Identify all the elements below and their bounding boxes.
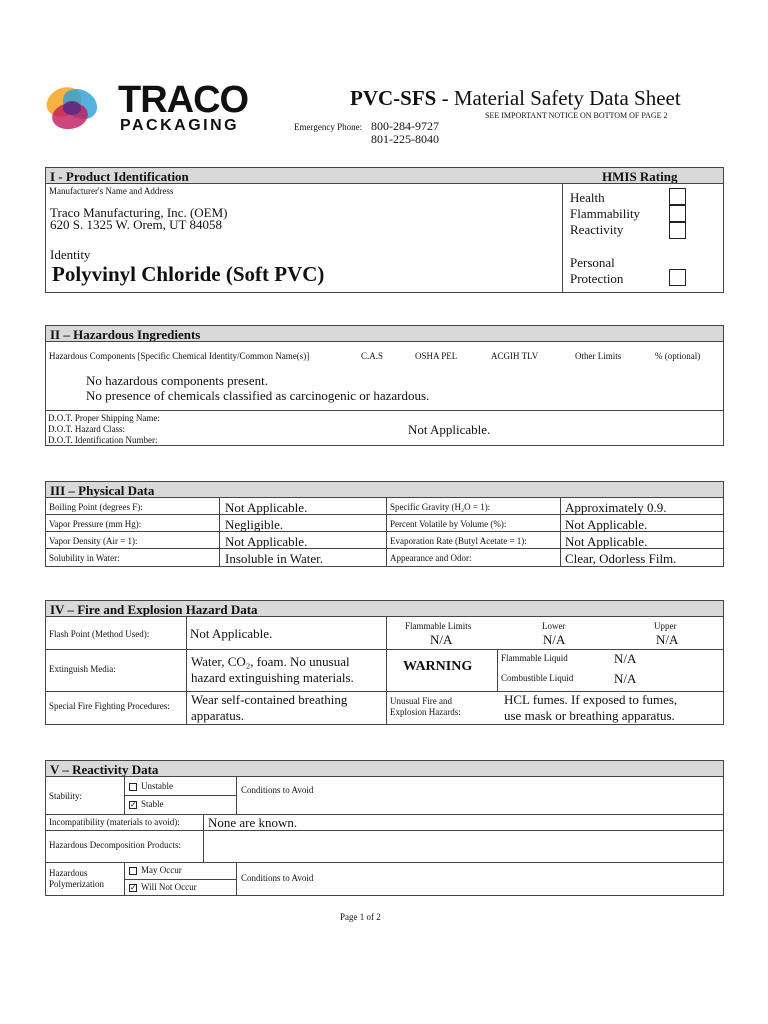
section-1-title: I - Product Identification — [50, 169, 189, 184]
section-1-divider — [562, 183, 563, 293]
section-4-title: IV – Fire and Explosion Hazard Data — [50, 602, 258, 617]
flammable-limits-value: N/A — [430, 632, 453, 647]
ingredients-line-2: No presence of chemicals classified as carcinogenic or hazardous. — [86, 388, 430, 403]
section-4-header — [45, 600, 724, 617]
emergency-phone-1: 800-284-9727 — [371, 119, 439, 133]
physical-value: Not Applicable. — [565, 534, 648, 549]
identity-label: Identity — [50, 247, 91, 262]
unstable-option[interactable] — [129, 781, 173, 791]
extinguish-line-2: hazard extinguishing materials. — [191, 670, 354, 685]
col-cas: C.A.S — [361, 351, 384, 361]
dot-shipping-name: D.O.T. Proper Shipping Name: — [48, 413, 160, 423]
title-code: PVC-SFS — [350, 86, 437, 110]
s3-divider-c — [560, 497, 561, 567]
dot-divider — [45, 410, 724, 411]
col-components: Hazardous Components [Specific Chemical Identity/Common Name(s)] — [49, 351, 310, 361]
col-percent: % (optional) — [655, 351, 701, 361]
hmis-health-label: Health — [570, 190, 605, 205]
s3-divider-b — [386, 497, 387, 567]
col-other: Other Limits — [575, 351, 622, 361]
section-3-header — [45, 481, 724, 498]
s4-divider-c — [497, 649, 498, 691]
section-5-body — [45, 776, 724, 896]
hmis-protection-label: Protection — [570, 271, 624, 286]
warning-label: WARNING — [403, 659, 473, 674]
unstable-checkbox[interactable] — [129, 783, 137, 791]
upper-value: N/A — [656, 632, 679, 647]
special-procedures-label: Special Fire Fighting Procedures: — [49, 701, 170, 711]
logo-mark-icon — [42, 80, 104, 138]
dot-id-number: D.O.T. Identification Number: — [48, 435, 158, 445]
s5-row-line-1 — [45, 814, 724, 815]
hmis-flammability-box[interactable] — [669, 205, 686, 222]
physical-label: Percent Volatile by Volume (%): — [390, 519, 507, 529]
stability-label: Stability: — [49, 791, 83, 801]
lower-value: N/A — [543, 632, 566, 647]
notice: SEE IMPORTANT NOTICE ON BOTTOM OF PAGE 2 — [485, 111, 668, 120]
s3-divider-a — [219, 497, 220, 567]
s4-divider-b — [386, 616, 387, 725]
logo-word: TRACO — [118, 79, 249, 121]
physical-label: Boiling Point (degrees F): — [49, 502, 143, 512]
physical-value: Not Applicable. — [225, 500, 308, 515]
will-not-occur-option[interactable] — [129, 882, 197, 892]
section-2-header — [45, 325, 724, 342]
hmis-protection-box[interactable] — [669, 269, 686, 286]
section-5-header — [45, 760, 724, 777]
section-5-title: V – Reactivity Data — [50, 762, 159, 777]
hmis-health-box[interactable] — [669, 188, 686, 205]
stable-label: Stable — [141, 799, 164, 809]
may-occur-label: May Occur — [141, 865, 182, 875]
may-occur-option[interactable] — [129, 865, 182, 875]
s4-row-line-1 — [45, 649, 724, 650]
special-procedures-line-1: Wear self-contained breathing — [191, 692, 348, 707]
unstable-label: Unstable — [141, 781, 173, 791]
unusual-hazards-line-1: HCL fumes. If exposed to fumes, — [504, 692, 678, 707]
physical-label: Solubility in Water: — [49, 553, 120, 563]
unusual-hazards-label-1: Unusual Fire and — [390, 696, 452, 706]
physical-label: Vapor Pressure (mm Hg): — [49, 519, 142, 529]
special-procedures-line-2: apparatus. — [191, 708, 245, 723]
hmis-reactivity-box[interactable] — [669, 222, 686, 239]
physical-label: Appearance and Odor: — [390, 553, 472, 563]
polymerization-label-2: Polymerization — [49, 879, 104, 889]
unusual-hazards-label-2: Explosion Hazards: — [390, 707, 461, 717]
will-not-occur-checkbox[interactable]: ✓ — [130, 882, 137, 892]
combustible-liquid-label: Combustible Liquid — [501, 673, 574, 683]
unusual-hazards-line-2: use mask or breathing apparatus. — [504, 708, 675, 723]
extinguish-label: Extinguish Media: — [49, 664, 116, 674]
polymerization-label-1: Hazardous — [49, 868, 88, 878]
lower-label: Lower — [542, 621, 566, 631]
flammable-liquid-label: Flammable Liquid — [501, 653, 568, 663]
s5-stability-mid — [124, 795, 236, 796]
extinguish-line-1: Water, CO₂, foam. No unusual — [191, 654, 350, 669]
physical-value: Clear, Odorless Film. — [565, 551, 677, 566]
ingredients-line-1: No hazardous components present. — [86, 373, 268, 388]
flammable-liquid-value: N/A — [614, 651, 637, 666]
flash-point-label: Flash Point (Method Used): — [49, 629, 150, 639]
may-occur-checkbox[interactable] — [129, 867, 137, 875]
s5-divider-e — [236, 862, 237, 896]
stable-checkbox[interactable]: ✓ — [130, 799, 137, 809]
s5-row-line-2 — [45, 830, 724, 831]
logo-subtitle: PACKAGING — [120, 117, 240, 134]
section-3-title: III – Physical Data — [50, 483, 155, 498]
physical-value: Insoluble in Water. — [225, 551, 324, 566]
hmis-title: HMIS Rating — [602, 169, 678, 184]
col-osha: OSHA PEL — [415, 351, 458, 361]
identity-value: Polyvinyl Chloride (Soft PVC) — [52, 262, 325, 286]
s5-poly-mid — [124, 879, 236, 880]
flammable-limits-label: Flammable Limits — [405, 621, 472, 631]
page-number: Page 1 of 2 — [340, 912, 381, 922]
section-1-header — [45, 167, 724, 184]
physical-label: Vapor Density (Air = 1): — [49, 536, 138, 546]
s5-divider-c — [203, 814, 204, 862]
dot-hazard-class: D.O.T. Hazard Class: — [48, 424, 126, 434]
manufacturer-label: Manufacturer's Name and Address — [49, 186, 174, 196]
s5-row-line-3 — [45, 862, 724, 863]
physical-value: Negligible. — [225, 517, 284, 532]
stability-conditions-label: Conditions to Avoid — [241, 785, 314, 795]
polymerization-conditions-label: Conditions to Avoid — [241, 873, 314, 883]
title-rest: - Material Safety Data Sheet — [436, 86, 681, 110]
upper-label: Upper — [654, 621, 677, 631]
physical-value: Not Applicable. — [225, 534, 308, 549]
physical-value: Approximately 0.9. — [565, 500, 667, 515]
physical-label: Specific Gravity (H₂O = 1): — [390, 502, 491, 512]
dot-value: Not Applicable. — [408, 422, 491, 437]
manufacturer-line-2: 620 S. 1325 W. Orem, UT 84058 — [50, 217, 223, 232]
section-2-title: II – Hazardous Ingredients — [50, 327, 201, 342]
emergency-label: Emergency Phone: — [294, 122, 363, 132]
decomposition-label: Hazardous Decomposition Products: — [49, 840, 181, 850]
hmis-reactivity-label: Reactivity — [570, 222, 624, 237]
hmis-personal-label: Personal — [570, 255, 615, 270]
document-title — [350, 86, 720, 111]
incompatibility-label: Incompatibility (materials to avoid): — [49, 817, 180, 827]
emergency-phone-2: 801-225-8040 — [371, 132, 439, 146]
incompatibility-value: None are known. — [208, 815, 298, 830]
flash-point-value: Not Applicable. — [190, 626, 273, 641]
s4-divider-a — [186, 616, 187, 725]
stable-option[interactable] — [129, 799, 164, 809]
traco-logo — [42, 80, 272, 140]
manufacturer-line-1: Traco Manufacturing, Inc. (OEM) — [50, 205, 228, 220]
hmis-flammability-label: Flammability — [570, 206, 641, 221]
col-acgih: ACGIH TLV — [491, 351, 539, 361]
physical-value: Not Applicable. — [565, 517, 648, 532]
will-not-occur-label: Will Not Occur — [141, 882, 197, 892]
s5-divider-b — [236, 776, 237, 814]
physical-label: Evaporation Rate (Butyl Acetate = 1): — [390, 536, 527, 546]
combustible-liquid-value: N/A — [614, 671, 637, 686]
